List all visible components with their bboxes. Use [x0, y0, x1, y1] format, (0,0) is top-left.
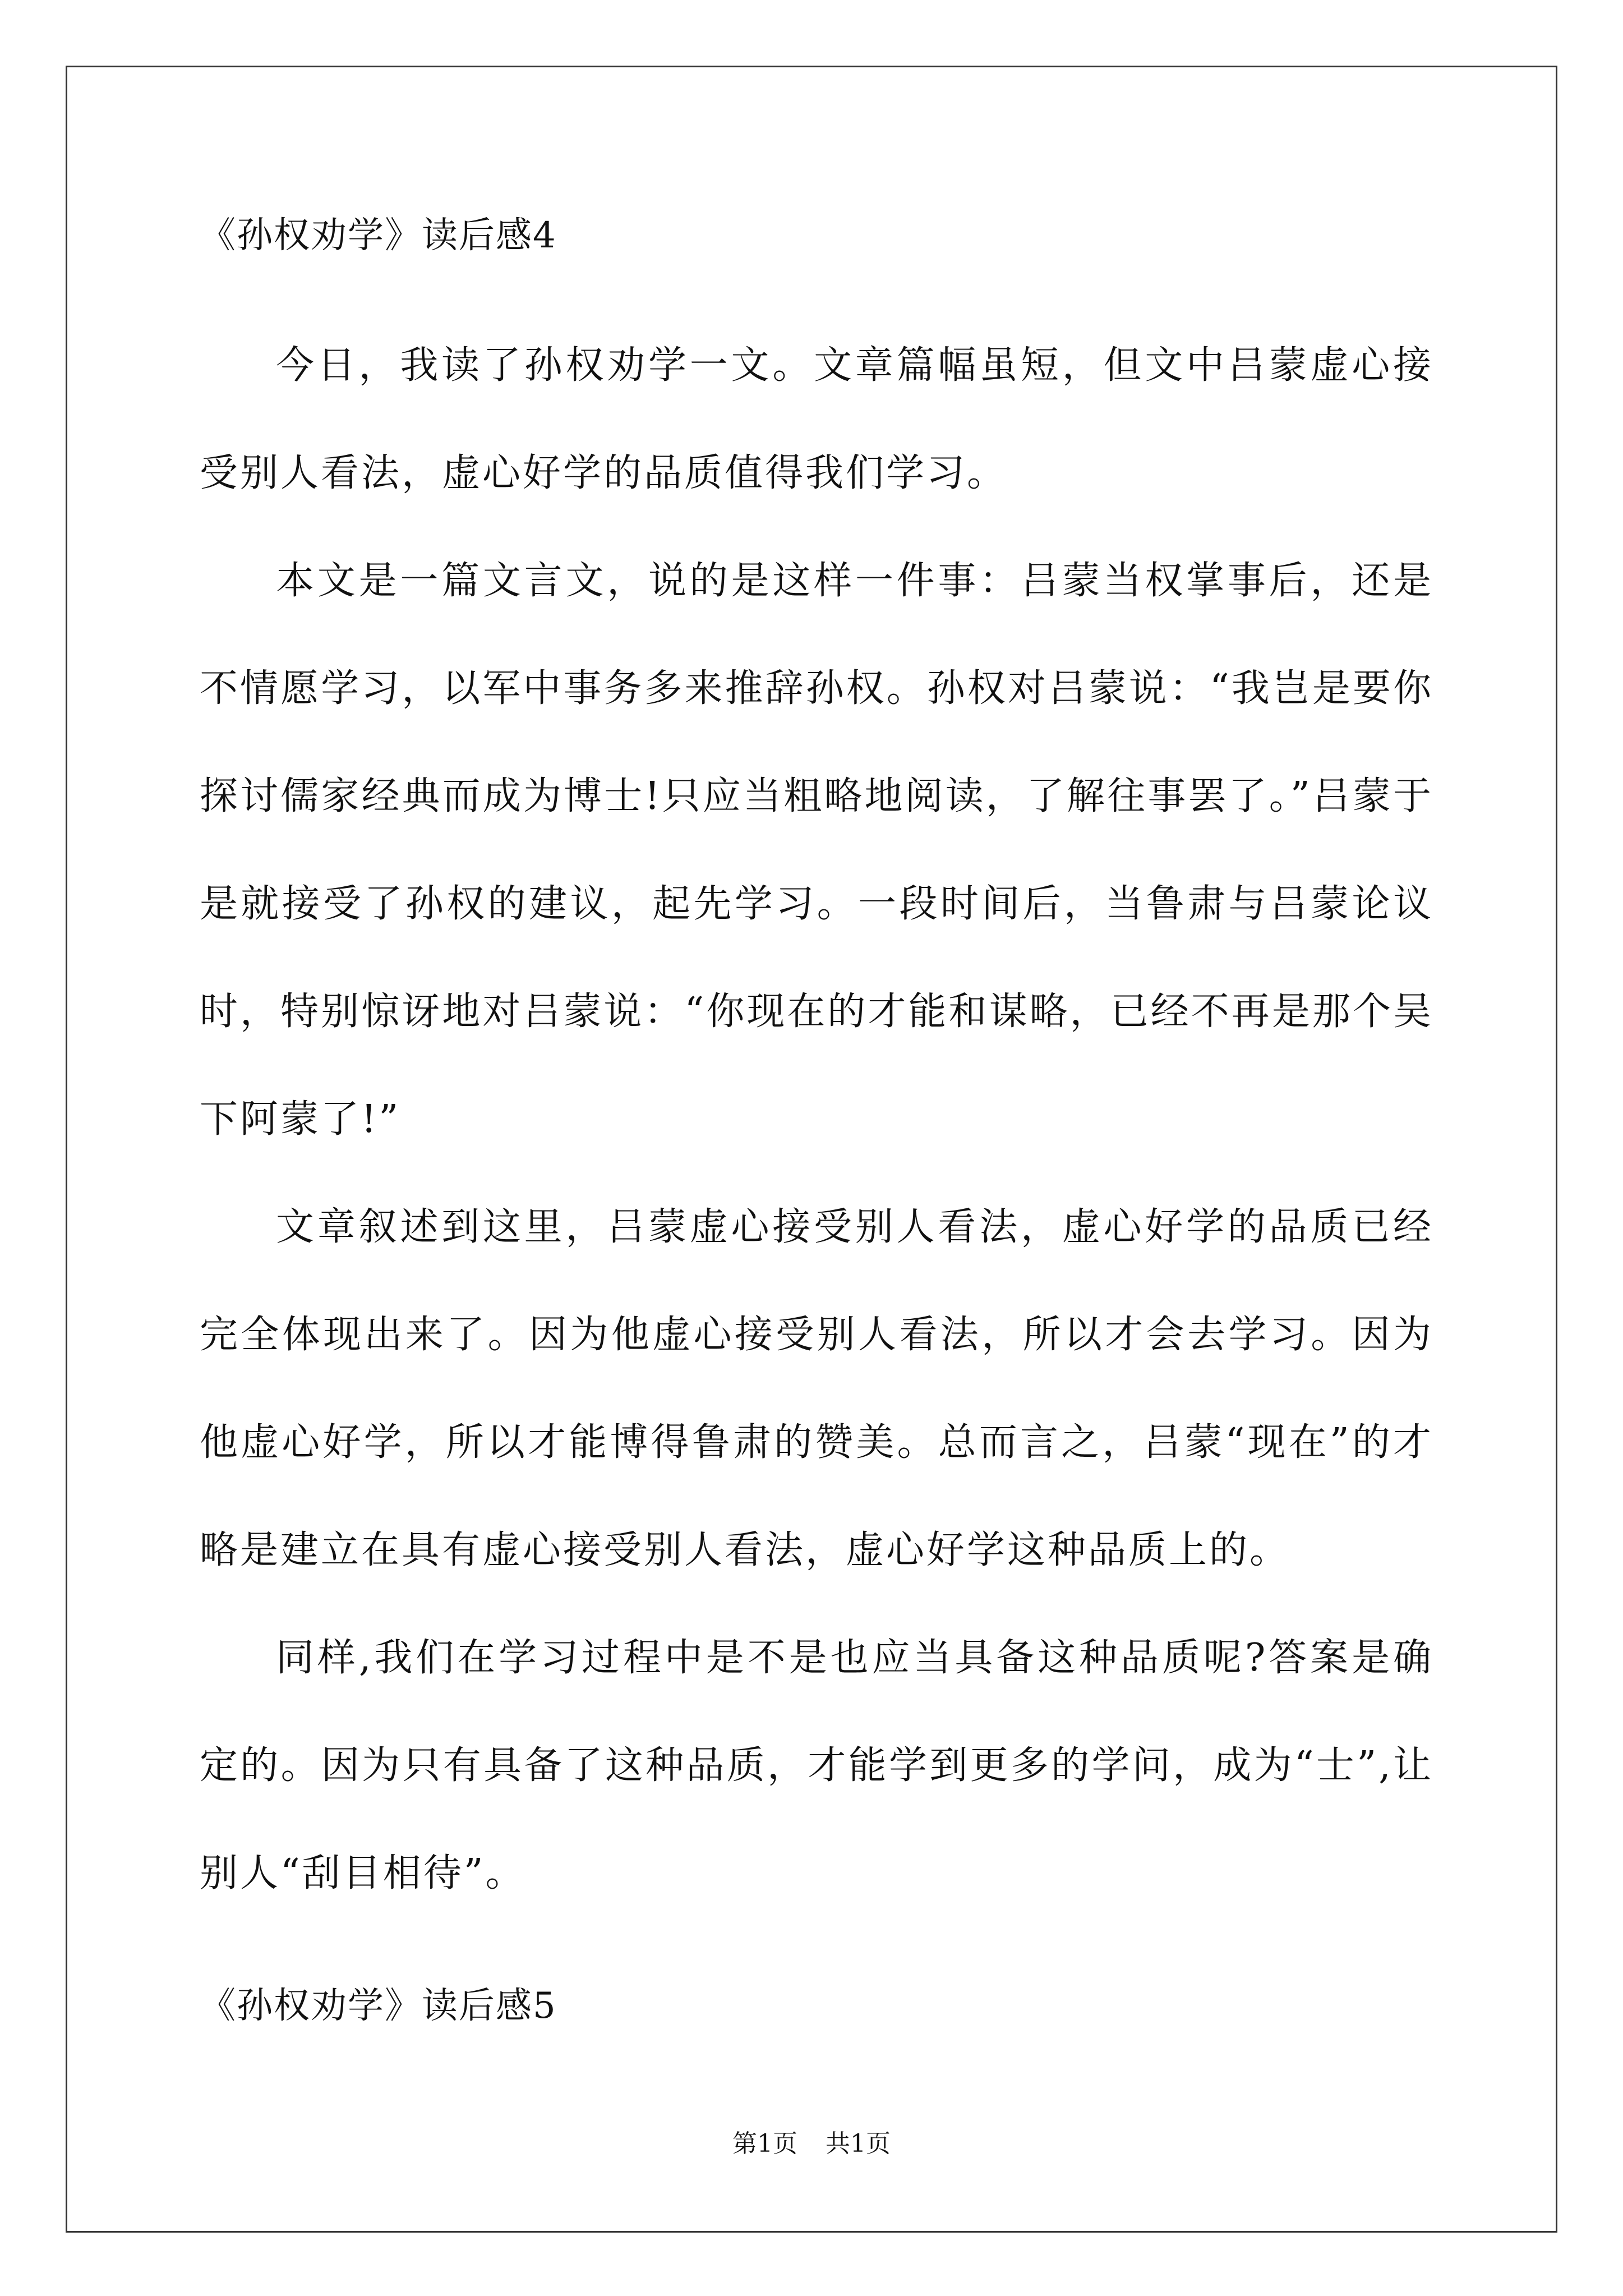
page-total: 共1页	[826, 2129, 891, 2158]
paragraph: 本文是一篇文言文，说的是这样一件事：吕蒙当权掌事后，还是不情愿学习，以军中事务多来推辞孙权。孙权对吕蒙说：“我岂是要你探讨儒家经典而成为博士!只应当粗略地阅读，了解往事罢了。”吕蒙于是就接受了孙权的建议，起先学习。一段时间后，当鲁肃与吕蒙论议时，特别惊讶地对吕蒙说：“你现在的才能和谋略，已经不再是那个吴下阿蒙了!”	[200, 559, 1433, 1142]
section-title: 《孙权劝学》读后感4	[200, 215, 557, 256]
paragraph: 同样,我们在学习过程中是不是也应当具备这种品质呢?答案是确定的。因为只有具备了这种品质，才能学到更多的学问，成为“士”,让别人“刮目相待”。	[200, 1636, 1433, 1895]
paragraph: 文章叙述到这里，吕蒙虚心接受别人看法，虚心好学的品质已经完全体现出来了。因为他虚心接受别人看法，所以才会去学习。因为他虚心好学，所以才能博得鲁肃的赞美。总而言之，吕蒙“现在”的才略是建立在具有虚心接受别人看法，虚心好学这种品质上的。	[200, 1205, 1433, 1572]
page-number: 第1页	[732, 2129, 797, 2158]
document-body	[200, 209, 1433, 2033]
paragraph: 今日，我读了孙权劝学一文。文章篇幅虽短，但文中吕蒙虚心接受别人看法，虚心好学的品质值得我们学习。	[200, 343, 1433, 495]
page-footer	[0, 2127, 1623, 2161]
section-title: 《孙权劝学》读后感5	[200, 1985, 557, 2027]
